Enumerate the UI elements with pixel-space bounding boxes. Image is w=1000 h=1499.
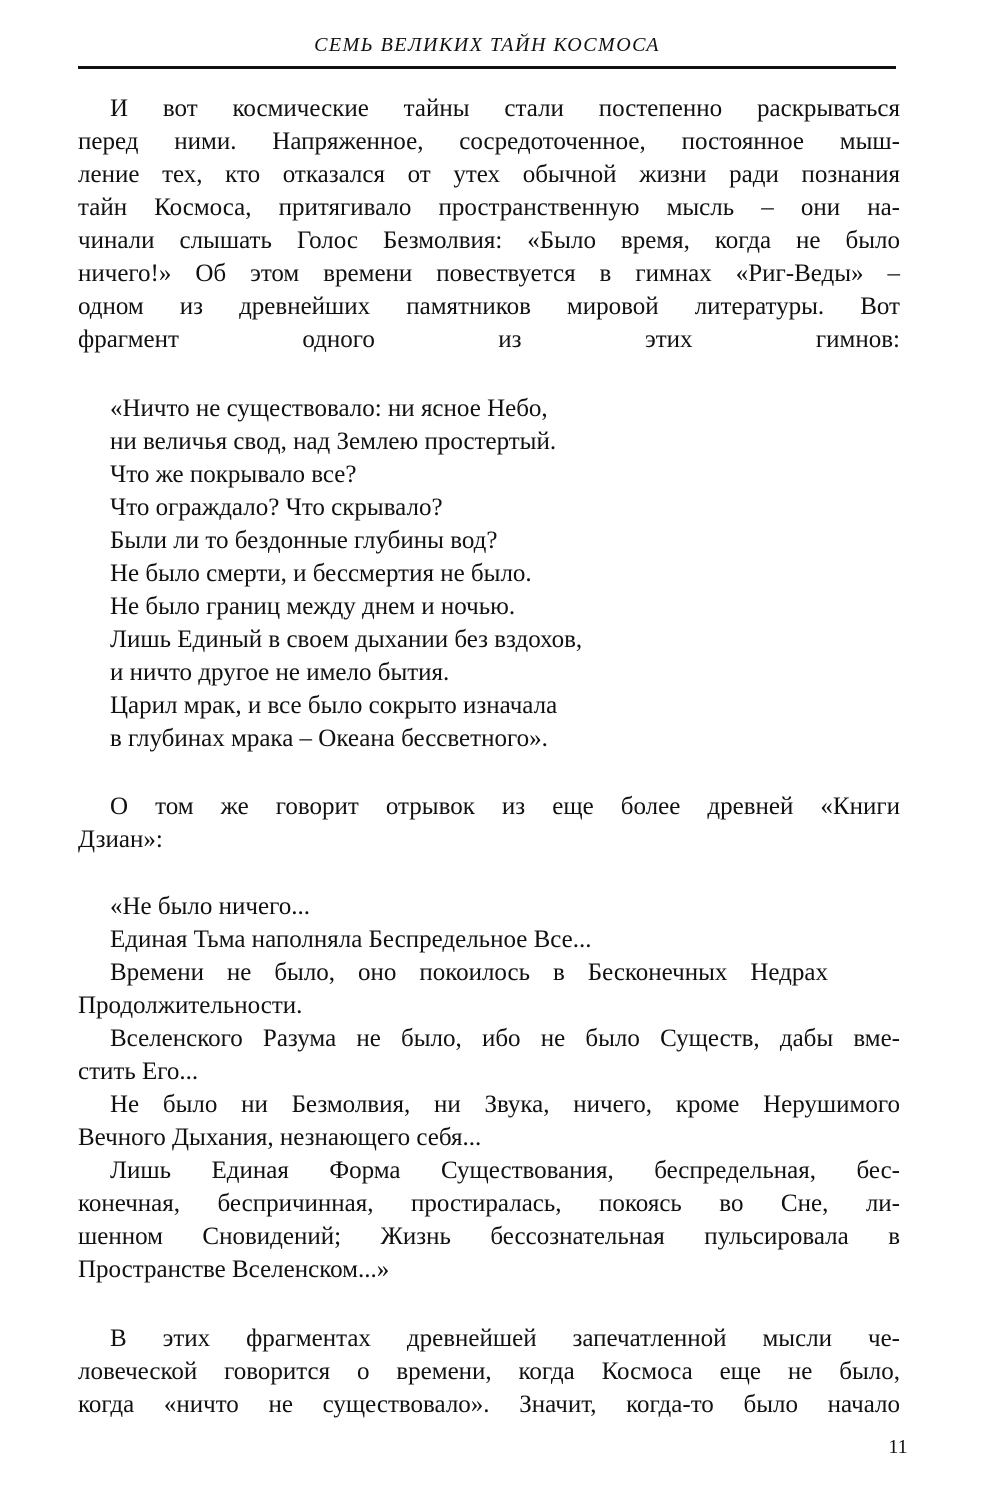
paragraph-1-line: фрагмент одного из этих гимнов: [78,326,900,353]
dzyan-quote [78,890,900,1286]
dzyan-line: Не было ни Безмолвия, ни Звука, ничего, кроме Нерушимого [110,1091,900,1118]
verse-line: Были ли то бездонные глубины вод? [110,527,498,554]
paragraph-2 [78,790,900,856]
verse-line: Что ограждало? Что скрывало? [110,494,443,521]
verse-line: в глубинах мрака – Океана бессветного». [110,725,548,752]
paragraph-2-line: О том же говорит отрывок из еще более древней «Книги [110,793,900,820]
dzyan-line: Лишь Единая Форма Существования, беспредельная, бес- [110,1157,900,1184]
paragraph-2-line: Дзиан»: [78,826,163,853]
verse-line: Не было смерти, и бессмертия не было. [110,560,532,587]
page-number: 11 [888,1436,908,1458]
paragraph-1-line: И вот космические тайны стали постепенно раскрываться [110,95,900,122]
verse-line: Царил мрак, и все было сокрыто изначала [110,692,558,719]
rig-veda-verse [110,392,870,755]
dzyan-line: Продолжительности. [78,992,303,1019]
dzyan-line: шенном Сновидений; Жизнь бессознательная пульсировала в [78,1223,900,1250]
dzyan-line: конечная, беспричинная, простиралась, покоясь во Сне, ли- [78,1190,900,1217]
paragraph-3 [78,1322,900,1421]
verse-line: ни величья свод, над Землею простертый. [110,428,557,455]
dzyan-line: Пространстве Вселенском...» [78,1256,390,1283]
paragraph-1-line: перед ними. Напряженное, сосредоточенное, постоянное мыш- [78,128,900,155]
paragraph-1-line: чинали слышать Голос Безмолвия: «Было время, когда не было [78,227,900,254]
dzyan-line: «Не было ничего... [110,893,310,920]
paragraph-1-line: одном из древнейших памятников мировой литературы. Вот [78,293,900,320]
dzyan-line: Времени не было, оно покоилось в Бесконечных Недрах [110,959,828,986]
verse-line: Не было границ между днем и ночью. [110,593,516,620]
dzyan-line: Вселенского Разума не было, ибо не было Существ, дабы вме- [110,1025,900,1052]
dzyan-line: стить Его... [78,1058,199,1085]
verse-line: «Ничто не существовало: ни ясное Небо, [110,395,548,422]
paragraph-3-line: ловеческой говорится о времени, когда Космоса еще не было, [78,1358,900,1385]
verse-line: Лишь Единый в своем дыхании без вздохов, [110,626,583,653]
verse-line: Что же покрывало все? [110,461,357,488]
running-header: СЕМЬ ВЕЛИКИХ ТАЙН КОСМОСА [314,34,660,56]
paragraph-1-line: тайн Космоса, притягивало пространственную мысль – они на- [78,194,900,221]
dzyan-line: Вечного Дыхания, незнающего себя... [78,1124,482,1151]
paragraph-1 [78,92,900,356]
header-rule [78,66,896,69]
paragraph-3-line: когда «ничто не существовало». Значит, когда-то было начало [78,1391,900,1418]
paragraph-1-line: ничего!» Об этом времени повествуется в гимнах «Риг-Веды» – [78,260,900,287]
dzyan-line: Единая Тьма наполняла Беспредельное Все... [110,926,592,953]
verse-line: и ничто другое не имело бытия. [110,659,450,686]
paragraph-1-line: ление тех, кто отказался от утех обычной жизни ради познания [78,161,900,188]
paragraph-3-line: В этих фрагментах древнейшей запечатленной мысли че- [110,1325,900,1352]
